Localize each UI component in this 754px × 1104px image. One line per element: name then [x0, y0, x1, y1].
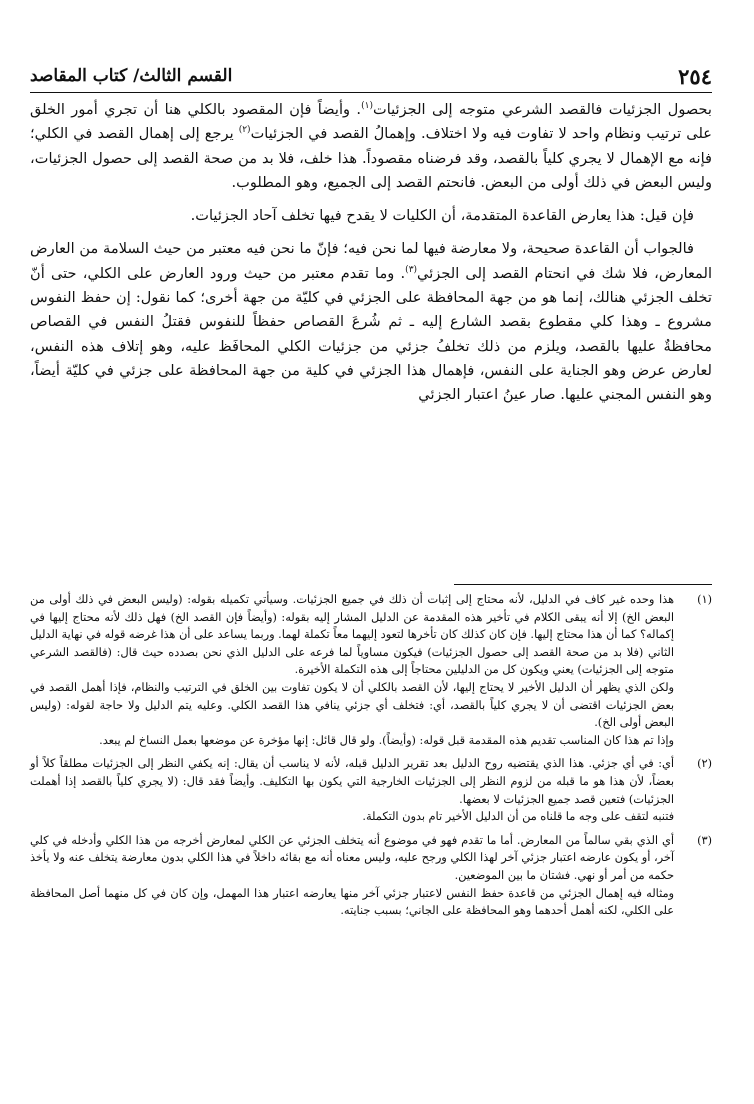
footnote-paragraph: وإذا تم هذا كان المناسب تقديم هذه المقدمة قبل قوله: (وأيضاً). ولو قال قائل: إنها مؤخرة عن موضعها بعمل النساخ لم يبعد. — [99, 733, 674, 747]
footnote-paragraph: هذا وحده غير كاف في الدليل، لأنه محتاج إلى إثبات أن ذلك في جميع الجزئيات. وسيأتي تكميله بقوله: (وليس البعض في ذلك أولى من البعض الخ) إلا أنه يبقى الكلام في تأخير هذه المقدمة عن الدليل المشار إليه بقوله: (وأيضاً فإن القصد الخ) فهل ذلك لأنه محتاج إليها في إكماله؟ كما أن هذا محتاج إليها. فإن كان كذلك كان تأخرها لتعود إليهما معاً تكملة لهما. وربما يساعد على أن هذا غرضه قوله في نهاية الدليل الثاني (فلا بد من صحة القصد إلى حصول الجزئيات) فيكون مساوياً لما فرعه على الدليل الذي نحن بصدده حيث قال: (فالقصد الشرعي متوجه إلى الجزئيات) يعني ويكون كل من الدليلين محتاجاً إلى هذه التكملة الأخيرة. — [30, 593, 674, 677]
footnote-ref-3: (٣) — [405, 264, 418, 275]
footnote-ref-2: (٢) — [238, 125, 251, 136]
footnote-body — [30, 832, 674, 920]
running-title: القسم الثالث/ كتاب المقاصد — [30, 66, 233, 86]
footnote-paragraph: أي الذي بقي سالماً من المعارض. أما ما تقدم فهو في موضوع أنه يتخلف الجزئي عن الكلي لمعارض أخرجه من هذا الكلي وأدخله في كلي آخر، أو يكون عارضه اعتبار جزئي آخر لهذا الكلي ورجح عليه، وليس معناه أنه مع بقائه داخلاً في هذا الكلي بدون معارضة يتخلف عنه ولا يأخذ حكمه من أمر أو نهي. فشتان ما بين الموضعين. — [30, 833, 674, 882]
page-number: ٢٥٤ — [678, 64, 712, 89]
paragraph-3-part-a: فالجواب أن القاعدة صحيحة، ولا معارضة فيها لما نحن فيه؛ فإنّ ما نحن فيه معتبر من حيث السلامة من العارض المعارض، فلا شك في انحتام القصد إلى الجزئي — [30, 240, 712, 282]
paragraph-1-part-b: . وأيضاً فإن المقصود بالكلي هنا أن تجري أمور الخلق على ترتيب ونظام واحد لا تفاوت فيه ولا اختلاف. وإهمالُ القصد في الجزئيات — [30, 101, 712, 143]
footnote-body — [30, 591, 674, 749]
footnote-paragraph: فتنبه لتقف على وجه ما قلناه من أن الدليل الأخير تام بدون التكملة. — [362, 810, 674, 824]
footnote-paragraph: ولكن الذي يظهر أن الدليل الأخير لا يحتاج إليها، لأن القصد بالكلي أن لا يكون تفاوت بين الخلق في الترتيب والنظام، فإذا أهمل القصد في بعض الجزئيات اقتضى أن لا يجري كلياً بالقصد، أي: فتخلف أي جزئي ينافي هذا القصد الكلي. وعليه يتم الدليل ولا حاجة لقوله: (وليس البعض أولى الخ). — [30, 680, 674, 730]
footnote-paragraph: أي: في أي جزئي. هذا الذي يقتضيه روح الدليل بعد تقرير الدليل قبله، لأنه لا يناسب أن يقال: إنه يكفي النظر إلى الجزئيات مطلقاً كلاً أو بعضاً، لأن هذا هو ما قبله من لزوم النظر إلى الجزئيات الخارجية التي يكون بها التكليف. وأيضاً فقد قال: (لا يجري كلياً بالقصد إذا أهملت الجزئيات) فتعين قصد جميع الجزئيات لا بعضها. — [30, 757, 674, 806]
footnote-paragraph: ومثاله فيه إهمال الجزئي من قاعدة حفظ النفس لاعتبار جزئي آخر منها يعارضه اعتبار هذا المهمل، وإن كان في كل منهما أصل المحافظة على الكلي، لكنه أهمل أحدهما وهو المحافظة على الجاني؛ بسبب جنايته. — [30, 886, 674, 918]
paragraph-3 — [30, 237, 712, 407]
footnote-3 — [30, 832, 712, 920]
main-text — [30, 98, 712, 417]
footnote-1 — [30, 591, 712, 749]
paragraph-2: فإن قيل: هذا يعارض القاعدة المتقدمة، أن الكليات لا يقدح فيها تخلف آحاد الجزئيات. — [190, 207, 694, 225]
paragraph-1 — [30, 98, 712, 195]
footnote-number: (١) — [697, 593, 712, 606]
paragraph-1-part-c: يرجع إلى إهمال القصد في الكلي؛ فإنه مع الإهمال لا يجري كلياً بالقصد، وقد فرضناه مقصوداً. هذا خلف، فلا بد من صحة القصد إلى حصول الجزئيات، وليس البعض في ذلك أولى من البعض. فانحتم القصد إلى الجميع، وهو المطلوب. — [30, 125, 712, 191]
paragraph-3-part-b: . وما تقدم معتبر من حيث ورود العارض على الكلي، حتى أنّ تخلف الجزئي هنالك، إنما هو من جهة المحافظة على الجزئي في كليّة من جهة أخرى؛ كما نقول: إن حفظ النفوس مشروع ـ وهذا كلي مقطوع بقصد الشارع إليه ـ ثم شُرعَ القصاص حفظاً للنفوس فقتلُ النفس في القصاص محافظةٌ عليها بالقصد، ويلزم من ذلك تخلفُ جزئي من جزئيات الكلي المحافَظ عليه، وهو إتلاف هذه النفس، لعارض عرض وهو الجناية على النفس، فإهمال هذا الجزئي في كلية من جهة المحافظة على جزئي في كليّة أيضاً، وهو النفس المجني عليها. صار عينُ اعتبار الجزئي — [30, 264, 712, 404]
footnote-number: (٣) — [697, 833, 712, 847]
page-header — [30, 62, 712, 93]
footnote-2 — [30, 755, 712, 825]
footnotes — [30, 591, 712, 926]
footnote-body — [30, 755, 674, 825]
footnote-number: (٢) — [697, 757, 712, 771]
paragraph-1-part-a: بحصول الجزئيات فالقصد الشرعي متوجه إلى الجزئيات — [372, 101, 712, 118]
footnote-separator — [454, 584, 712, 585]
footnote-ref-1: (١) — [361, 101, 373, 112]
